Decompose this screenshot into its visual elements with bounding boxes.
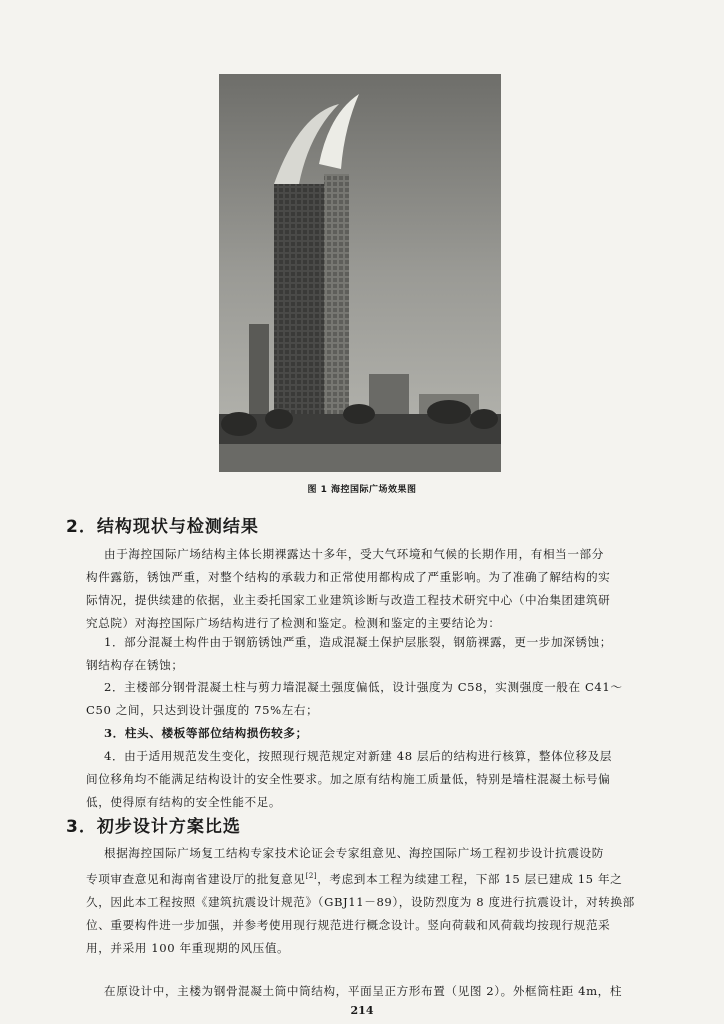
section-2-intro	[86, 543, 640, 635]
text-line: 2．主楼部分钢骨混凝土柱与剪力墙混凝土强度偏低，设计强度为 C58，实测强度一般在 C41～	[104, 680, 623, 694]
text-line: 在原设计中，主楼为钢骨混凝土筒中筒结构，平面呈正方形布置（见图 2）。外框筒柱距 4m，柱	[104, 984, 623, 998]
text-line: 1．部分混凝土构件由于钢筋锈蚀严重，造成混凝土保护层胀裂，钢筋裸露，更一步加深锈蚀；	[104, 635, 612, 649]
figure-caption: 图 1 海控国际广场效果图	[307, 485, 417, 495]
text-line: 4．由于适用规范发生变化，按照现行规范规定对新建 48 层后的结构进行核算，整体位移及层	[104, 749, 613, 763]
text-line: 间位移角均不能满足结构设计的安全性要求。加之原有结构施工质量低，特别是墙柱混凝土标号偏	[86, 772, 611, 786]
result-3	[86, 722, 640, 745]
text-line: 钢结构存在锈蚀；	[86, 658, 184, 672]
result-4	[86, 745, 640, 814]
section-3-para-2	[86, 980, 640, 1003]
section-2-heading: 2．结构现状与检测结果	[66, 517, 259, 537]
reference-mark: [2]	[305, 872, 318, 880]
text-line: 根据海控国际广场复工结构专家技术论证会专家组意见、海控国际广场工程初步设计抗震设防	[104, 846, 604, 860]
text-line: C50 之间，只达到设计强度的 75%左右；	[86, 703, 319, 717]
text-line: 究总院）对海控国际广场结构进行了检测和鉴定。检测和鉴定的主要结论为：	[86, 616, 501, 630]
text-segment: ，考虑到本工程为续建工程，下部 15 层已建成 15 年之	[317, 871, 623, 886]
text-line: 由于海控国际广场结构主体长期裸露达十多年，受大气环境和气候的长期作用，有相当一部分	[104, 547, 604, 561]
result-2	[86, 676, 640, 722]
figure-building-photo	[219, 74, 501, 472]
section-3-para-1	[86, 842, 640, 960]
section-3-heading: 3．初步设计方案比选	[66, 817, 241, 837]
text-segment: 专项审查意见和海南省建设厅的批复意见	[86, 871, 306, 886]
page-number: 214	[350, 1004, 374, 1017]
building-photo-icon	[219, 74, 501, 472]
text-line	[86, 865, 640, 891]
text-line: 低，使得原有结构的安全性能不足。	[86, 795, 282, 809]
text-line: 久，因此本工程按照《建筑抗震设计规范》（GBJ11－89），设防烈度为 8 度进行抗震设计，对转换部	[86, 894, 635, 909]
text-line: 构件露筋，锈蚀严重，对整个结构的承载力和正常使用都构成了严重影响。为了准确了解结构的实	[86, 570, 611, 584]
text-line: 3．柱头、楼板等部位结构损伤较多；	[104, 726, 308, 740]
text-line: 用，并采用 100 年重现期的风压值。	[86, 940, 290, 955]
result-1	[86, 631, 640, 677]
text-line: 际情况，提供续建的依据，业主委托国家工业建筑诊断与改造工程技术研究中心（中冶集团建筑研	[86, 593, 611, 607]
text-line: 位、重要构件进一步加强，并参考使用现行规范进行概念设计。竖向荷载和风荷载均按现行规范采	[86, 917, 611, 932]
